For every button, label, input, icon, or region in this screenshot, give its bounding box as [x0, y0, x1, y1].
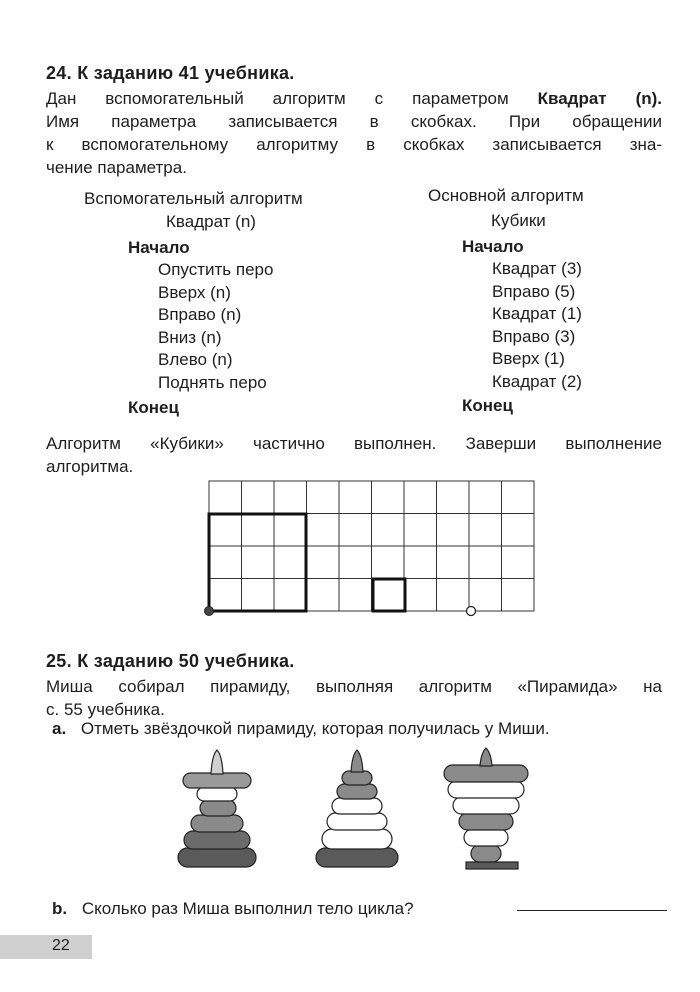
pyramid-2-ring [322, 829, 392, 849]
aux-step: Вправо (n) [158, 305, 242, 324]
grid-cell[interactable] [339, 579, 372, 612]
grid-cell[interactable] [437, 514, 470, 547]
pyramid-3-top [480, 748, 492, 766]
grid-cell[interactable] [437, 579, 470, 612]
pyramid-1-ring [197, 787, 237, 801]
main-step: Квадрат (1) [492, 304, 582, 323]
current-pen-position-dot [467, 607, 476, 616]
grid-cell[interactable] [372, 579, 405, 612]
pyramid-2-ring [337, 784, 377, 799]
grid-cell[interactable] [437, 481, 470, 514]
pyramid-1-ring [183, 773, 251, 788]
task-24-instruction-2: алгоритма. [46, 457, 134, 476]
grid-cell[interactable] [372, 514, 405, 547]
grid-cell[interactable] [209, 546, 242, 579]
pyramid-1-ring [178, 848, 256, 867]
pyramid-2-top [351, 750, 363, 772]
grid-cell[interactable] [209, 579, 242, 612]
main-algorithm-title: Основной алгоритм [428, 186, 584, 205]
pyramid-1-top [211, 750, 223, 774]
task-25a-label: a. [52, 719, 67, 738]
task-25b-label: b. [52, 899, 68, 918]
grid-cell[interactable] [339, 481, 372, 514]
pyramid-1[interactable] [174, 745, 264, 875]
page-number-box [0, 935, 92, 959]
task-24-line-4: чение параметра. [46, 158, 187, 177]
aux-step: Влево (n) [158, 350, 233, 369]
task-25-heading: 25. К заданию 50 учебника. [46, 651, 295, 671]
main-end: Конец [462, 396, 513, 415]
grid-cell[interactable] [242, 514, 275, 547]
main-step: Квадрат (3) [492, 259, 582, 278]
task-24-line-1-text: Дан вспомогательный алгоритм с параметром [46, 89, 538, 108]
task-25-line-2: с. 55 учебника. [46, 700, 165, 719]
grid-cell[interactable] [307, 514, 340, 547]
main-algorithm-name: Кубики [491, 211, 546, 230]
grid-cell[interactable] [339, 514, 372, 547]
pyramid-3[interactable] [442, 745, 532, 875]
task-24-param-name: Квадрат (n). [537, 89, 662, 108]
drawn-square-size-1 [373, 579, 405, 611]
grid-cell[interactable] [274, 514, 307, 547]
grid-cell[interactable] [502, 546, 535, 579]
grid-cell[interactable] [274, 579, 307, 612]
grid-cell[interactable] [274, 546, 307, 579]
grid-cell[interactable] [404, 579, 437, 612]
grid-cell[interactable] [502, 514, 535, 547]
main-steps-list [492, 258, 582, 393]
aux-end: Конец [128, 398, 179, 417]
grid-cell[interactable] [469, 514, 502, 547]
grid-cell[interactable] [274, 481, 307, 514]
grid-cell[interactable] [242, 546, 275, 579]
aux-steps-list [158, 259, 273, 394]
aux-step: Поднять перо [158, 372, 267, 392]
task-25a [52, 717, 550, 740]
aux-algorithm-name: Квадрат (n) [166, 212, 256, 231]
grid-cell[interactable] [372, 546, 405, 579]
grid-cell[interactable] [502, 579, 535, 612]
drawn-square-size-3 [209, 514, 306, 611]
pyramid-1-ring [184, 831, 250, 849]
grid-cell[interactable] [502, 481, 535, 514]
pyramid-3-ring [459, 813, 513, 830]
grid-cell[interactable] [404, 546, 437, 579]
task-25b [52, 897, 414, 920]
pyramid-3-ring [453, 797, 519, 814]
main-step: Квадрат (2) [492, 371, 582, 391]
grid-cell[interactable] [242, 481, 275, 514]
grid-cell[interactable] [469, 579, 502, 612]
grid-cell[interactable] [469, 481, 502, 514]
pyramid-2-ring [332, 798, 382, 814]
pyramid-2[interactable] [314, 745, 404, 875]
grid-cell[interactable] [469, 546, 502, 579]
pyramid-2-ring [327, 813, 387, 830]
main-step: Вправо (3) [492, 326, 576, 346]
main-step: Вверх (1) [492, 349, 565, 368]
task-24-line-1 [46, 87, 662, 110]
task-24-line-2: Имя параметра записывается в скобках. При обращении [46, 112, 662, 131]
grid-cell[interactable] [404, 514, 437, 547]
pyramid-3-ring [444, 765, 528, 782]
pyramid-3-ring [471, 845, 501, 862]
aux-step: Вверх (n) [158, 282, 231, 302]
main-begin: Начало [462, 237, 524, 256]
start-point-dot [205, 607, 214, 616]
pyramid-3-ring [464, 829, 508, 846]
answer-input-line[interactable] [517, 910, 667, 911]
aux-algorithm-title: Вспомогательный алгоритм [84, 189, 303, 208]
aux-step: Вниз (n) [158, 327, 222, 347]
task-24-instruction-1: Алгоритм «Кубики» частично выполнен. Заверши выполнение [46, 434, 662, 453]
grid-cell[interactable] [307, 579, 340, 612]
task-25b-text: Сколько раз Миша выполнил тело цикла? [81, 899, 414, 918]
pyramid-3-base [466, 862, 518, 869]
grid-cell[interactable] [404, 481, 437, 514]
drawing-grid[interactable] [200, 478, 544, 623]
grid-cell[interactable] [307, 546, 340, 579]
pyramid-1-ring [191, 815, 243, 832]
grid-cell[interactable] [437, 546, 470, 579]
aux-step: Опустить перо [158, 260, 274, 279]
page-number: 22 [52, 937, 70, 954]
main-step: Вправо (5) [492, 281, 576, 301]
pyramid-1-ring [200, 800, 236, 816]
grid-cell[interactable] [242, 579, 275, 612]
task-24-heading: 24. К заданию 41 учебника. [46, 63, 295, 83]
grid-cell[interactable] [339, 546, 372, 579]
grid-cell[interactable] [372, 481, 405, 514]
aux-begin: Начало [128, 238, 190, 257]
grid-cell[interactable] [307, 481, 340, 514]
grid-cell[interactable] [209, 514, 242, 547]
task-25a-text: Отметь звёздочкой пирамиду, которая получилась у Миши. [80, 719, 550, 738]
pyramid-2-ring [316, 848, 398, 867]
grid-cell[interactable] [209, 481, 242, 514]
pyramid-3-ring [448, 781, 524, 798]
task-24-line-3: к вспомогательному алгоритму в скобках записывается зна- [46, 135, 662, 154]
task-25-line-1: Миша собирал пирамиду, выполняя алгоритм «Пирамида» на [46, 677, 662, 696]
pyramid-2-ring [342, 771, 372, 785]
